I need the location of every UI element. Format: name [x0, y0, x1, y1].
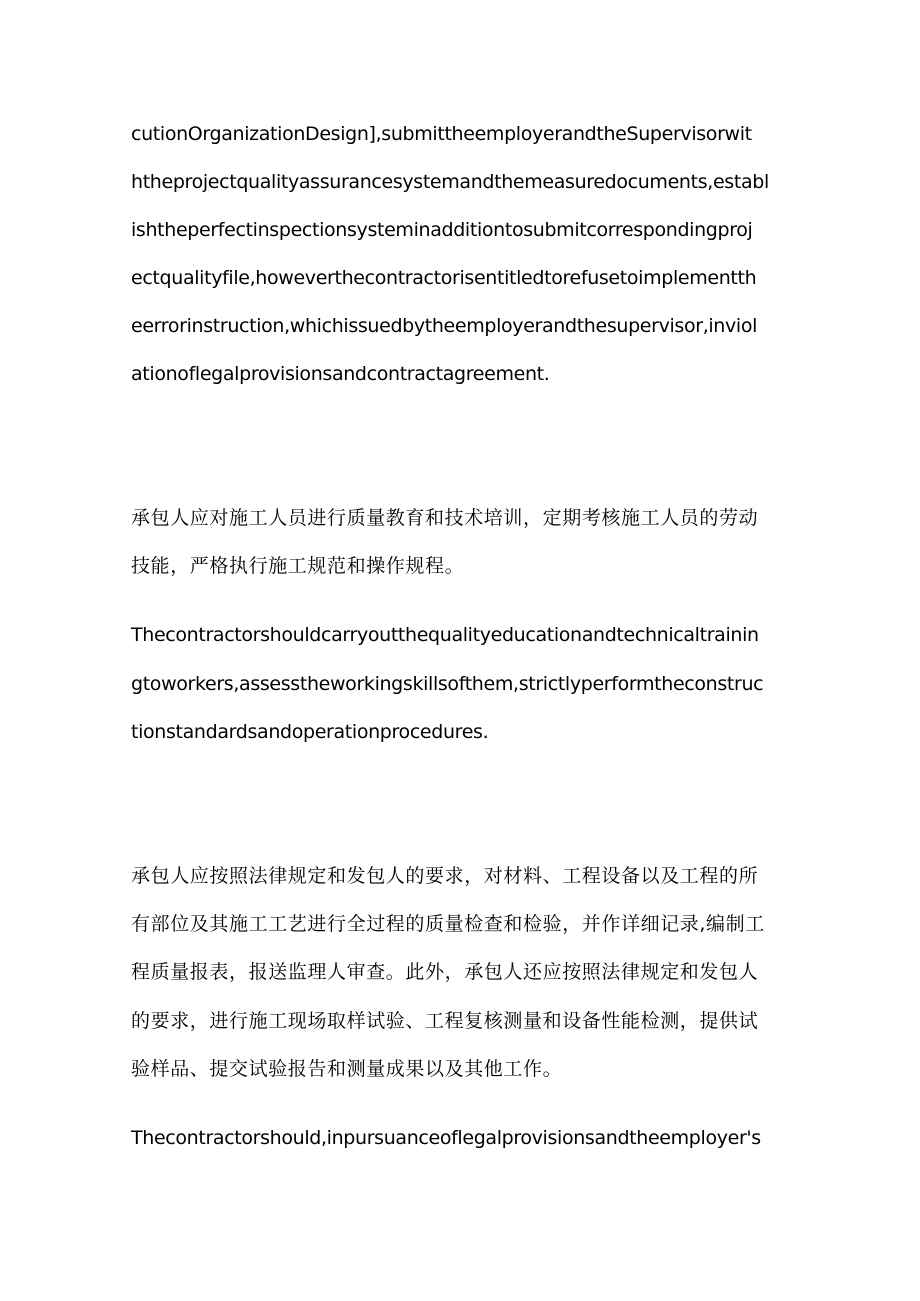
paragraph-line: eerrorinstruction,whichissuedbytheemployerandthesupervisor,inviol [131, 315, 758, 337]
paragraph-line: Thecontractorshouldcarryoutthequalityeducationandtechnicaltrainin [131, 624, 759, 646]
paragraph-line: 承包人应对施工人员进行质量教育和技术培训，定期考核施工人员的劳动 [131, 507, 759, 529]
paragraph-line: htheprojectqualityassurancesystemandthemeasuredocuments,establ [131, 171, 769, 193]
paragraph-line: 验样品、提交试验报告和测量成果以及其他工作。 [131, 1058, 563, 1080]
paragraph-line: gtoworkers,assesstheworkingskillsofthem,strictlyperformtheconstruc [131, 673, 764, 695]
paragraph-line: ectqualityfile,howeverthecontractorisentitledtorefusetoimplementth [131, 267, 757, 289]
paragraph-line: cutionOrganizationDesign],submittheemployerandtheSupervisorwit [131, 123, 752, 145]
paragraph-line: 有部位及其施工工艺进行全过程的质量检查和检验，并作详细记录,编制工 [131, 913, 765, 935]
paragraph-line: 承包人应按照法律规定和发包人的要求，对材料、工程设备以及工程的所 [131, 865, 759, 887]
paragraph-line: ishtheperfectinspectionsysteminadditiontosubmitcorrespondingproj [131, 219, 753, 241]
paragraph-line: tionstandardsandoperationprocedures. [131, 721, 489, 743]
paragraph-line: ationoflegalprovisionsandcontractagreement. [131, 363, 550, 385]
paragraph-line: 的要求，进行施工现场取样试验、工程复核测量和设备性能检测，提供试 [131, 1010, 759, 1032]
paragraph-line: 技能，严格执行施工规范和操作规程。 [131, 555, 465, 577]
paragraph-line: Thecontractorshould,inpursuanceoflegalprovisionsandtheemployer's [131, 1127, 761, 1149]
paragraph-line: 程质量报表，报送监理人审查。此外，承包人还应按照法律规定和发包人 [131, 961, 759, 983]
